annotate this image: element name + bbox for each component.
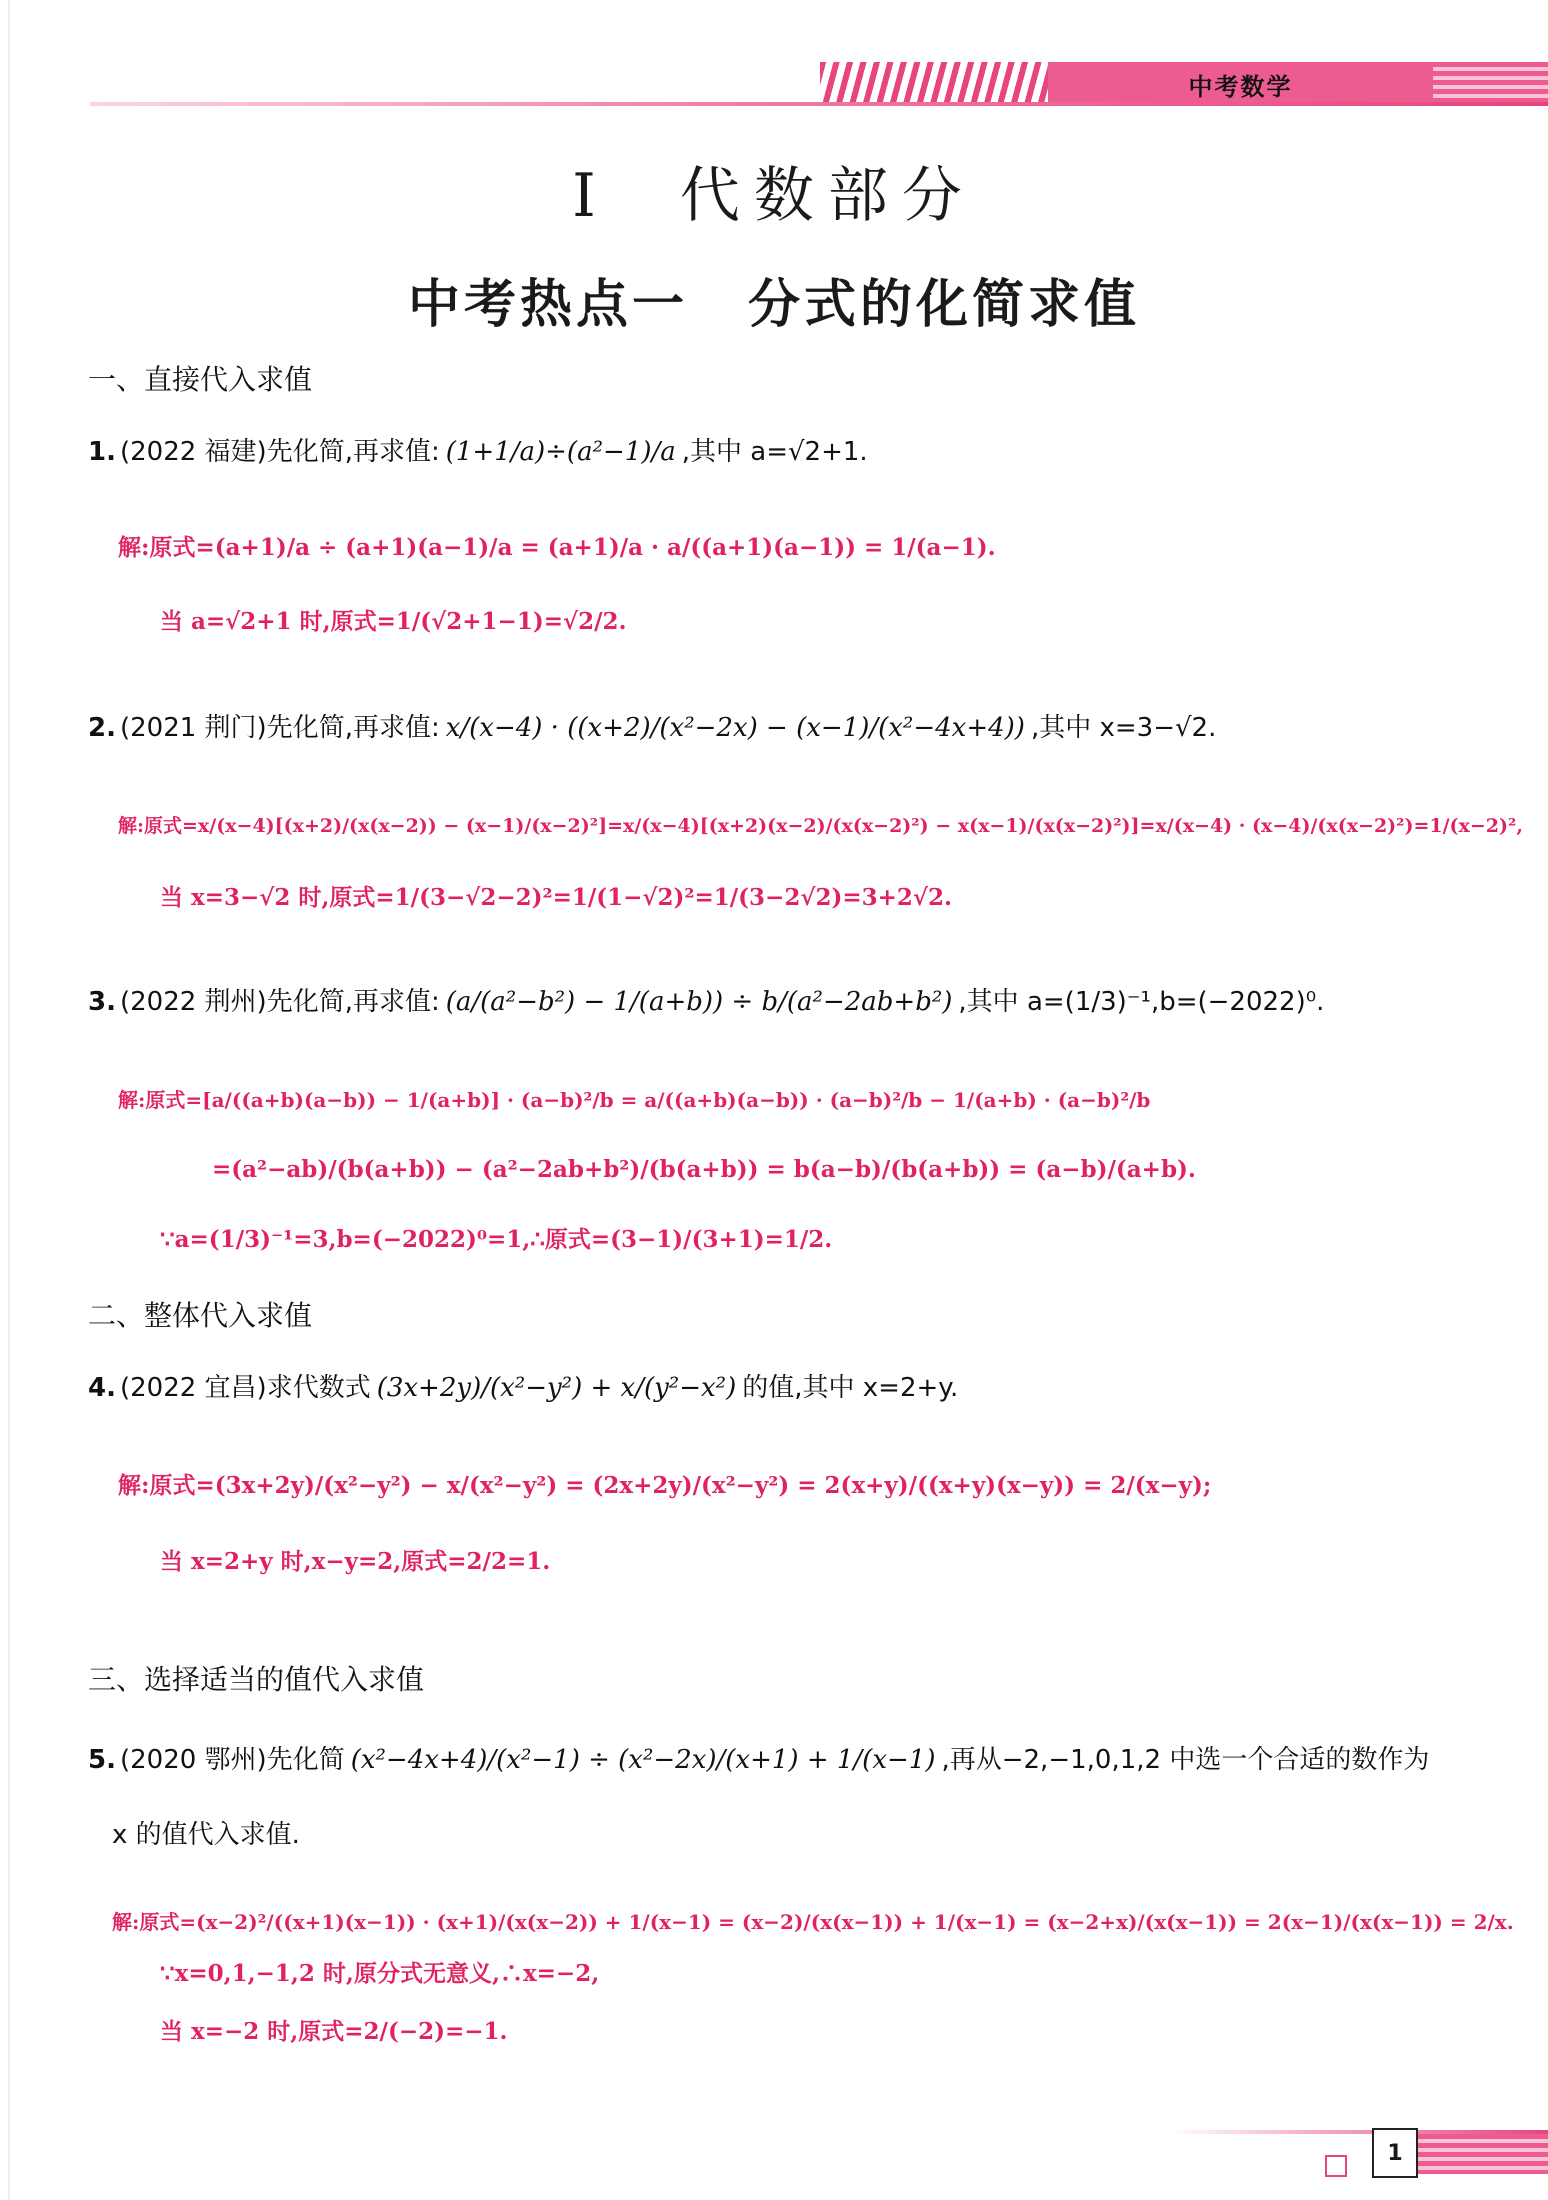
solution-line: 当 a=√2+1 时,原式=1/(√2+1−1)=√2/2. xyxy=(160,608,627,635)
question-condition: ,其中 x=3−√2. xyxy=(1030,713,1217,743)
question-5 xyxy=(88,1740,1448,1780)
question-number: 5. xyxy=(88,1745,116,1775)
solution-line: 解:原式=x/(x−4)[(x+2)/(x(x−2)) − (x−1)/(x−2)²]=x/(x−4)[(x+2)(x−2)/(x(x−2)²) − x(x−1)/(x(x−2)²)]=x/(x−4) · (x−4)/(x(x−2)²)=1/(x−2)², xyxy=(118,815,1523,837)
question-condition: ,其中 a=√2+1. xyxy=(681,437,868,467)
question-number: 4. xyxy=(88,1373,116,1403)
question-expression: (a/(a²−b²) − 1/(a+b)) ÷ b/(a²−2ab+b²) xyxy=(445,987,953,1017)
question-1 xyxy=(88,432,1448,472)
question-3 xyxy=(88,982,1448,1022)
section-title xyxy=(0,262,1548,337)
footer-stripes xyxy=(1414,2134,1548,2174)
question-expression: (3x+2y)/(x²−y²) + x/(y²−x²) xyxy=(376,1373,737,1403)
page-number-text: 1 xyxy=(1387,2140,1403,2166)
header-tag-text: 中考数学 xyxy=(1188,72,1293,101)
question-condition: 的值,其中 x=2+y. xyxy=(742,1373,959,1403)
solution-line: 当 x=3−√2 时,原式=1/(3−√2−2)²=1/(1−√2)²=1/(3−2√2)=3+2√2. xyxy=(160,884,953,911)
solution-line: 解:原式=[a/((a+b)(a−b)) − 1/(a+b)] · (a−b)²/b = a/((a+b)(a−b)) · (a−b)²/b − 1/(a+b) · (a−b)²/b xyxy=(118,1088,1151,1112)
question-condition: ,再从−2,−1,0,1,2 中选一个合适的数作为 xyxy=(941,1745,1430,1775)
question-expression: (x²−4x+4)/(x²−1) ÷ (x²−2x)/(x+1) + 1/(x−1) xyxy=(350,1745,936,1775)
section-title-right: 分式的化简求值 xyxy=(748,275,1141,335)
question-source: (2022 宜昌)求代数式 xyxy=(119,1373,371,1403)
header-stripes xyxy=(820,62,1048,106)
header-rule xyxy=(90,102,1548,106)
solution-line: ∵x=0,1,−1,2 时,原分式无意义,∴x=−2, xyxy=(160,1960,600,1987)
page-number xyxy=(1372,2128,1418,2178)
question-source: (2022 福建)先化简,再求值: xyxy=(119,437,440,467)
question-condition: ,其中 a=(1/3)⁻¹,b=(−2022)⁰. xyxy=(958,987,1325,1017)
header-tag xyxy=(1048,62,1433,106)
solution-line: 解:原式=(3x+2y)/(x²−y²) − x/(x²−y²) = (2x+2y)/(x²−y²) = 2(x+y)/((x+y)(x−y)) = 2/(x−y); xyxy=(118,1472,1212,1499)
question-source: (2022 荆州)先化简,再求值: xyxy=(119,987,440,1017)
question-source: (2020 鄂州)先化简 xyxy=(119,1745,345,1775)
solution-line: 当 x=2+y 时,x−y=2,原式=2/2=1. xyxy=(160,1548,551,1575)
solution-line: =(a²−ab)/(b(a+b)) − (a²−2ab+b²)/(b(a+b)) = b(a−b)/(b(a+b)) = (a−b)/(a+b). xyxy=(212,1156,1196,1183)
question-number: 1. xyxy=(88,437,116,467)
subsection-heading: 一、直接代入求值 xyxy=(88,363,313,396)
solution-line: 解:原式=(x−2)²/((x+1)(x−1)) · (x+1)/(x(x−2)) + 1/(x−1) = (x−2)/(x(x−1)) + 1/(x−1) = (x−2+x)/(x(x−1)) = 2(x−1)/(x(x−1)) = 2/x. xyxy=(112,1910,1514,1934)
question-continuation: x 的值代入求值. xyxy=(112,1820,300,1850)
part-title xyxy=(0,148,1548,234)
question-4 xyxy=(88,1368,1448,1408)
part-roman-numeral: I xyxy=(572,161,610,231)
question-number: 2. xyxy=(88,713,116,743)
question-2 xyxy=(88,708,1448,748)
footer-square-icon xyxy=(1325,2155,1347,2177)
subsection-heading: 二、整体代入求值 xyxy=(88,1299,313,1332)
solution-line: ∵a=(1/3)⁻¹=3,b=(−2022)⁰=1,∴原式=(3−1)/(3+1)=1/2. xyxy=(160,1226,833,1253)
question-expression: (1+1/a)÷(a²−1)/a xyxy=(445,437,676,467)
header-right-stripes xyxy=(1433,62,1548,106)
question-source: (2021 荆门)先化简,再求值: xyxy=(119,713,440,743)
solution-line: 解:原式=(a+1)/a ÷ (a+1)(a−1)/a = (a+1)/a · a/((a+1)(a−1)) = 1/(a−1). xyxy=(118,534,996,561)
solution-line: 当 x=−2 时,原式=2/(−2)=−1. xyxy=(160,2018,508,2045)
part-title-text: 代数部分 xyxy=(679,161,976,231)
subsection-heading: 三、选择适当的值代入求值 xyxy=(88,1663,425,1696)
question-expression: x/(x−4) · ((x+2)/(x²−2x) − (x−1)/(x²−4x+4)) xyxy=(445,713,1025,743)
question-number: 3. xyxy=(88,987,116,1017)
section-title-left: 中考热点一 xyxy=(407,275,688,335)
